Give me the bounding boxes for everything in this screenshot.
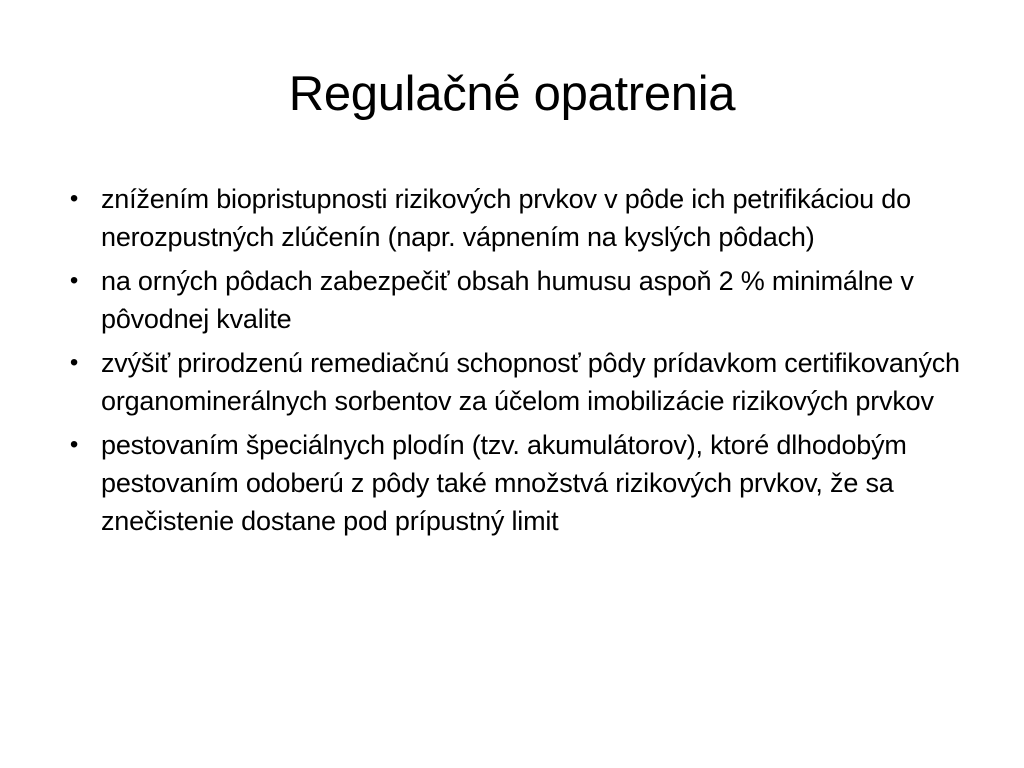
bullet-text: na orných pôdach zabezpečiť obsah humusu aspoň 2 % minimálne v pôvodnej kvalite — [101, 266, 914, 334]
bullet-item — [60, 262, 980, 338]
bullet-text: pestovaním špeciálnych plodín (tzv. akumulátorov), ktoré dlhodobým pestovaním odoberú z pôdy také množstvá rizikových prvkov, že sa znečistenie dostane pod prípustný limit — [101, 430, 907, 536]
bullet-icon: • — [69, 267, 79, 294]
bullet-icon: • — [69, 185, 79, 212]
bullet-text: zvýšiť prirodzenú remediačnú schopnosť pôdy prídavkom certifikovaných organominerálnych sorbentov za účelom imobilizácie rizikových prvkov — [101, 348, 960, 416]
bullet-item — [60, 180, 980, 256]
slide-title: Regulačné opatrenia — [288, 67, 736, 121]
bullet-text: znížením biopristupnosti rizikových prvkov v pôde ich petrifikáciou do nerozpustných zlúčenín (napr. vápnením na kyslých pôdach) — [101, 184, 911, 252]
bullet-list — [60, 180, 980, 546]
bullet-icon: • — [69, 431, 79, 458]
bullet-item — [60, 344, 980, 420]
bullet-icon: • — [69, 349, 79, 376]
bullet-item — [60, 426, 980, 540]
